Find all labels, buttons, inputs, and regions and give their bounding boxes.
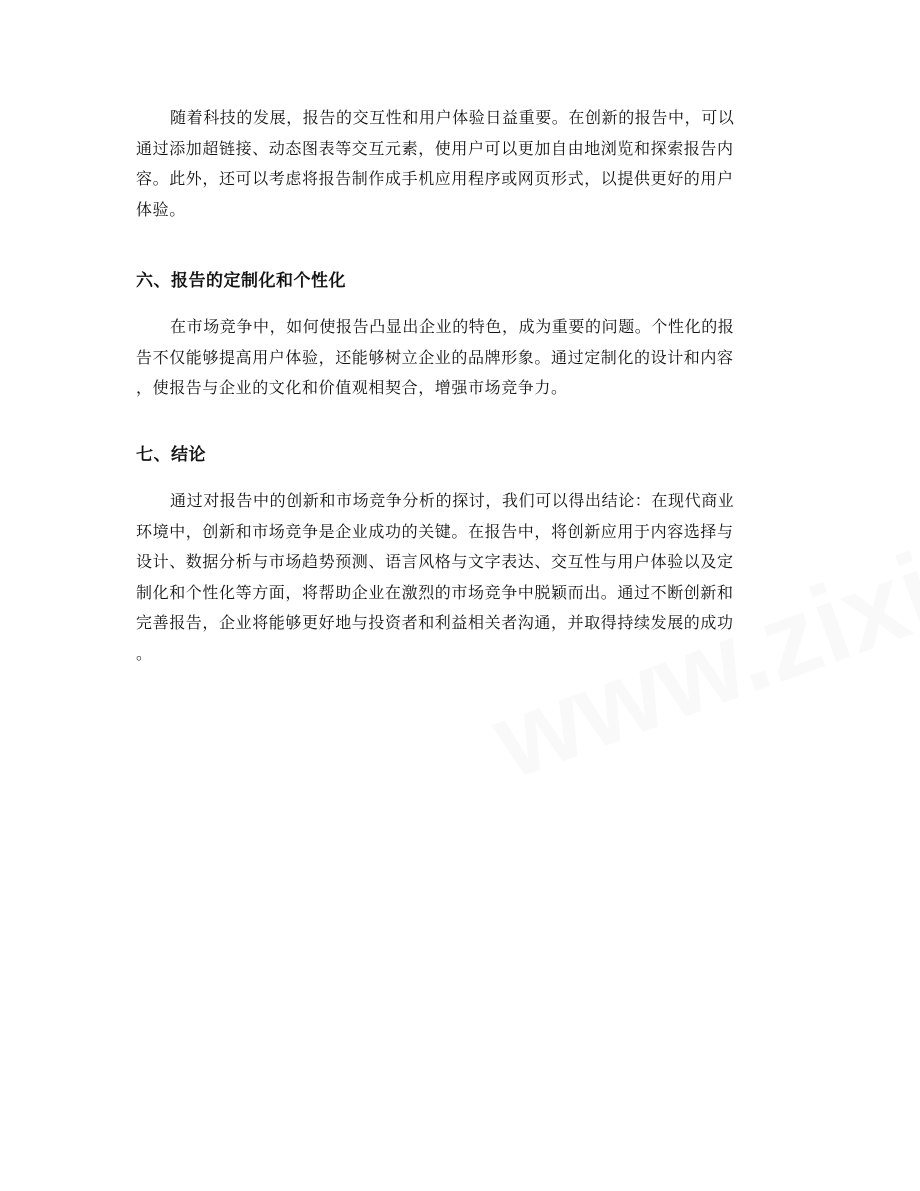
paragraph-line: 完善报告，企业将能够更好地与投资者和利益相关者沟通，并取得持续发展的成功: [136, 613, 734, 632]
paragraph-line: 制化和个性化等方面，将帮助企业在激烈的市场竞争中脱颖而出。通过不断创新和: [136, 582, 734, 602]
paragraph-line: 体验。: [136, 199, 186, 219]
paragraph-line: 通过添加超链接、动态图表等交互元素，使用户可以更加自由地浏览和探索报告内: [136, 138, 734, 158]
paragraph-line: 告不仅能够提高用户体验，还能够树立企业的品牌形象。通过定制化的设计和内容: [136, 347, 734, 367]
paragraph-line: 在市场竞争中，如何使报告凸显出企业的特色，成为重要的问题。个性化的报: [170, 317, 735, 336]
paragraph-line: 容。此外，还可以考虑将报告制作成手机应用程序或网页形式，以提供更好的用户: [136, 169, 734, 188]
paragraph-interactivity: [136, 103, 786, 225]
paragraph-line: ，使报告与企业的文化和价值观相契合，增强市场竞争力。: [136, 378, 568, 397]
paragraph-conclusion: [136, 486, 786, 669]
paragraph-line: 环境中，创新和市场竞争是企业成功的关键。在报告中，将创新应用于内容选择与: [136, 521, 734, 541]
paragraph-line: 通过对报告中的创新和市场竞争分析的探讨，我们可以得出结论：在现代商业: [170, 491, 735, 510]
paragraph-line: 。: [136, 643, 153, 663]
section-heading-conclusion: 七、结论: [136, 445, 206, 465]
paragraph-line: 设计、数据分析与市场趋势预测、语言风格与文字表达、交互性与用户体验以及定: [136, 552, 734, 571]
paragraph-customization: [136, 312, 786, 404]
paragraph-line: 随着科技的发展，报告的交互性和用户体验日益重要。在创新的报告中，可以: [170, 108, 735, 127]
section-heading-customization: 六、报告的定制化和个性化: [136, 271, 346, 291]
